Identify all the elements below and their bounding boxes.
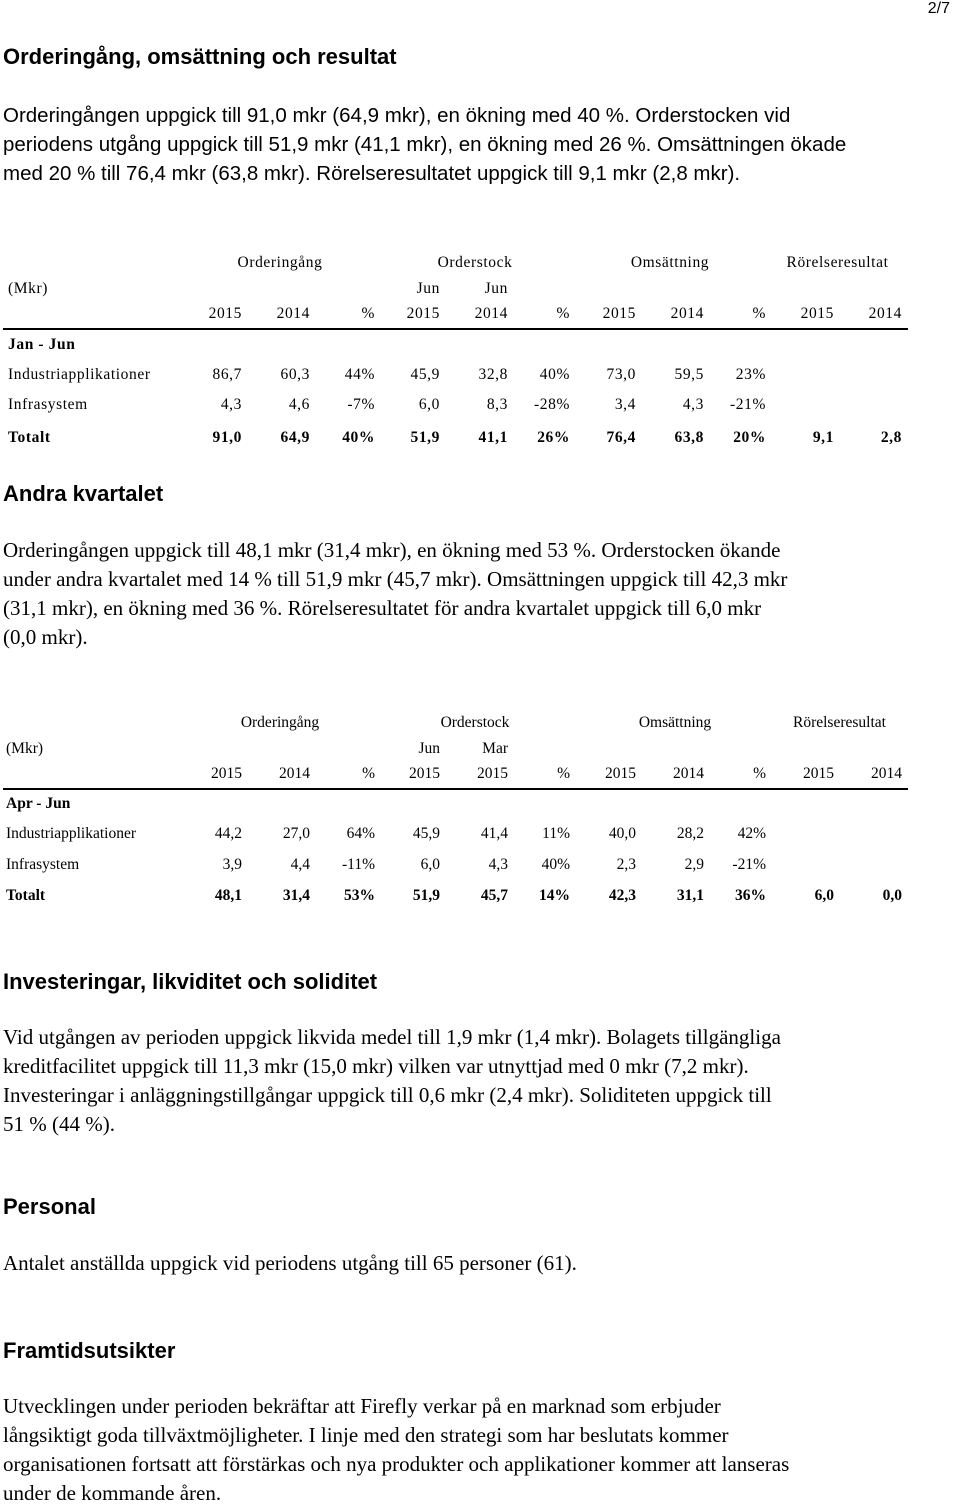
column-header: % — [557, 765, 570, 782]
section-heading-q2: Andra kvartalet — [3, 481, 164, 506]
column-header: 2015 — [406, 305, 440, 322]
section-heading-results: Orderingång, omsättning och resultat — [3, 44, 397, 69]
table-cell: 45,9 — [412, 825, 440, 842]
column-header: 2015 — [211, 765, 242, 782]
table-cell: 4,3 — [682, 396, 704, 413]
text-line: Orderingången uppgick till 91,0 mkr (64,9 mkr), en ökning med 40 %. Orderstocken vid — [3, 104, 791, 127]
table-cell: 3,4 — [614, 396, 636, 413]
table-cell: 40,0 — [608, 825, 636, 842]
table-rule — [3, 328, 908, 330]
text-line: med 20 % till 76,4 mkr (63,8 mkr). Rörelseresultatet uppgick till 9,1 mkr (2,8 mkr). — [3, 162, 741, 185]
column-header: 2015 — [477, 765, 508, 782]
table-cell: -21% — [732, 856, 766, 873]
subheader: Jun — [416, 280, 440, 297]
column-header: 2015 — [605, 765, 636, 782]
table-cell: 31,4 — [282, 887, 310, 904]
text-line: under de kommande åren. — [3, 1481, 222, 1505]
table-cell: 4,4 — [290, 856, 310, 873]
group-header: Orderingång — [237, 254, 323, 271]
paragraph-q2 — [3, 536, 957, 652]
table-cell: 42,3 — [608, 887, 636, 904]
column-header: 2015 — [602, 305, 636, 322]
table-cell: 9,1 — [812, 429, 834, 446]
table-cell: -21% — [730, 396, 766, 413]
table-cell: 41,4 — [480, 825, 508, 842]
text-line: Utvecklingen under perioden bekräftar att Firefly verkar på en marknad som erbjuder — [3, 1394, 721, 1418]
column-header: % — [752, 305, 766, 322]
table-cell: 32,8 — [478, 366, 508, 383]
table-cell: 64% — [346, 825, 375, 842]
period-label: Jan - Jun — [8, 336, 76, 353]
group-header: Rörelseresultat — [786, 254, 889, 271]
text-line: Antalet anställda uppgick vid periodens utgång till 65 personer (61). — [3, 1251, 577, 1275]
table-cell: 44,2 — [214, 825, 242, 842]
table-cell: 60,3 — [280, 366, 310, 383]
table-cell: 76,4 — [606, 429, 636, 446]
column-header: 2014 — [871, 765, 902, 782]
table-cell: 11% — [542, 825, 570, 842]
table-cell: 40% — [539, 366, 570, 383]
table-rule — [3, 788, 908, 790]
paragraph-investments — [3, 1023, 957, 1139]
column-header: % — [362, 765, 375, 782]
text-line: organisationen fortsatt att förstärkas och nya produkter och applikationer kommer att lanseras — [3, 1452, 790, 1476]
column-header: % — [556, 305, 570, 322]
column-header: % — [753, 765, 766, 782]
text-line: kreditfacilitet uppgick till 11,3 mkr (15,0 mkr) vilken var utnyttjad med 0 mkr (7,2 mkr). — [3, 1054, 749, 1078]
table-cell: 0,0 — [882, 887, 902, 904]
unit-label: (Mkr) — [6, 740, 44, 757]
table-cell: 27,0 — [282, 825, 310, 842]
table-cell: 40% — [342, 429, 375, 446]
unit-label: (Mkr) — [8, 280, 49, 297]
subheader: Mar — [482, 740, 508, 757]
table-cell: 26% — [537, 429, 570, 446]
text-line: periodens utgång uppgick till 51,9 mkr (41,1 mkr), en ökning med 26 %. Omsättningen ökade — [3, 133, 847, 156]
table-cell: 36% — [735, 887, 766, 904]
row-label-total: Totalt — [6, 887, 46, 904]
table-cell: 45,9 — [410, 366, 440, 383]
page-number: 2/7 — [927, 0, 950, 17]
row-label: Industriapplikationer — [8, 366, 151, 383]
column-header: 2014 — [670, 305, 704, 322]
table-cell: 40% — [541, 856, 570, 873]
column-header: 2014 — [279, 765, 310, 782]
table-cell: 41,1 — [478, 429, 508, 446]
table-cell: 64,9 — [280, 429, 310, 446]
table-cell: 59,5 — [674, 366, 704, 383]
row-label: Infrasystem — [6, 856, 80, 873]
table-cell: 63,8 — [674, 429, 704, 446]
table-cell: 44% — [344, 366, 375, 383]
subheader: Jun — [484, 280, 508, 297]
table-cell: 20% — [733, 429, 766, 446]
row-label-total: Totalt — [8, 429, 51, 446]
group-header: Orderstock — [437, 254, 513, 271]
table-cell: 28,2 — [676, 825, 704, 842]
subheader: Jun — [418, 740, 440, 757]
table-cell: -11% — [342, 856, 375, 873]
table-cell: 73,0 — [606, 366, 636, 383]
table-cell: 4,3 — [488, 856, 508, 873]
section-heading-investments: Investeringar, likviditet och soliditet — [3, 969, 378, 994]
table-cell: 23% — [735, 366, 766, 383]
column-header: 2015 — [208, 305, 242, 322]
section-heading-outlook: Framtidsutsikter — [3, 1338, 176, 1363]
table-cell: 91,0 — [212, 429, 242, 446]
group-header: Omsättning — [630, 254, 710, 271]
text-line: 51 % (44 %). — [3, 1112, 115, 1136]
text-line: (0,0 mkr). — [3, 625, 88, 649]
table-cell: 2,3 — [616, 856, 636, 873]
table-cell: 48,1 — [214, 887, 242, 904]
column-header: 2015 — [409, 765, 440, 782]
column-header: 2014 — [474, 305, 508, 322]
table-cell: 4,6 — [288, 396, 310, 413]
group-header: Rörelseresultat — [793, 714, 886, 731]
text-line: (31,1 mkr), en ökning med 36 %. Rörelseresultatet för andra kvartalet uppgick till 6,0 mkr — [3, 596, 762, 620]
table-cell: 42% — [737, 825, 766, 842]
column-header: % — [361, 305, 375, 322]
table-cell: 6,0 — [418, 396, 440, 413]
section-heading-personnel: Personal — [3, 1194, 96, 1219]
row-label: Infrasystem — [8, 396, 88, 413]
table-cell: 53% — [344, 887, 375, 904]
table-apr-jun — [0, 714, 910, 914]
table-cell: 2,8 — [880, 429, 902, 446]
table-cell: 14% — [539, 887, 570, 904]
text-line: under andra kvartalet med 14 % till 51,9 mkr (45,7 mkr). Omsättningen uppgick till 42,3 mkr — [3, 567, 788, 591]
table-cell: 45,7 — [480, 887, 508, 904]
table-cell: 2,9 — [684, 856, 704, 873]
column-header: 2015 — [800, 305, 834, 322]
row-label: Industriapplikationer — [6, 825, 136, 842]
table-cell: 51,9 — [412, 887, 440, 904]
text-line: Orderingången uppgick till 48,1 mkr (31,4 mkr), en ökning med 53 %. Orderstocken ökande — [3, 538, 781, 562]
table-cell: 86,7 — [212, 366, 242, 383]
column-header: 2015 — [803, 765, 834, 782]
text-line: långsiktigt goda tillväxtmöjligheter. I linje med den strategi som har beslutats kommer — [3, 1423, 729, 1447]
table-cell: -28% — [534, 396, 570, 413]
table-cell: 51,9 — [410, 429, 440, 446]
text-line: Vid utgången av perioden uppgick likvida medel till 1,9 mkr (1,4 mkr). Bolagets tillgängliga — [3, 1025, 781, 1049]
group-header: Orderstock — [440, 714, 510, 731]
text-line: Investeringar i anläggningstillgångar uppgick till 0,6 mkr (2,4 mkr). Soliditeten uppgick till — [3, 1083, 772, 1107]
table-cell: -7% — [347, 396, 375, 413]
table-cell: 3,9 — [222, 856, 242, 873]
period-label: Apr - Jun — [6, 795, 71, 812]
column-header: 2014 — [868, 305, 902, 322]
table-cell: 31,1 — [676, 887, 704, 904]
paragraph-personnel — [3, 1249, 957, 1278]
table-jan-jun — [0, 254, 910, 454]
group-header: Omsättning — [638, 714, 712, 731]
table-cell: 6,0 — [420, 856, 440, 873]
column-header: 2014 — [276, 305, 310, 322]
group-header: Orderingång — [240, 714, 320, 731]
table-cell: 6,0 — [814, 887, 834, 904]
paragraph-outlook — [3, 1392, 957, 1508]
paragraph-results — [3, 101, 957, 188]
table-cell: 8,3 — [486, 396, 508, 413]
table-cell: 4,3 — [220, 396, 242, 413]
column-header: 2014 — [673, 765, 704, 782]
